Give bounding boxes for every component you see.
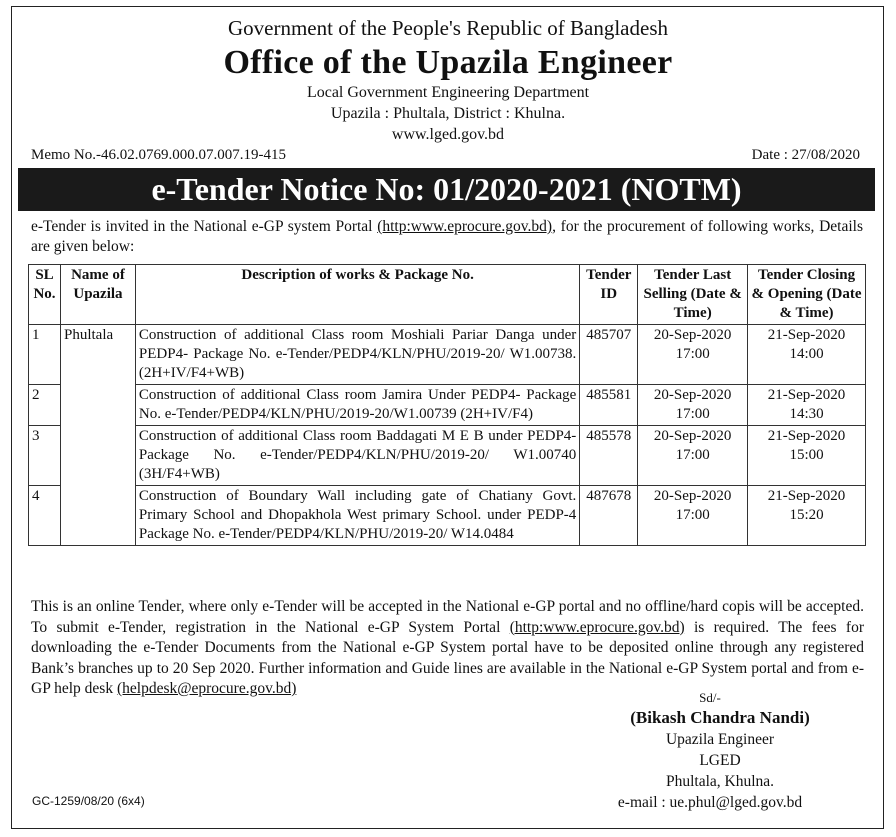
closing-date: 21-Sep-2020 [767, 488, 846, 504]
header-closing: Tender Closing & Opening (Date & Time) [748, 265, 866, 325]
row-sl: 3 [29, 426, 61, 486]
closing-time: 14:00 [789, 346, 824, 362]
last-selling-date: 20-Sep-2020 [653, 387, 732, 403]
row-description: Construction of Boundary Wall including gate of Chatiany Govt. Primary School and Dhopakhola West primary School. under PEDP-4 Package No. e-Tender/PEDP4/KLN/PHU/2019-20/ W14.0484 [135, 486, 579, 546]
government-heading: Government of the People's Republic of Bangladesh [227, 16, 668, 40]
last-selling-date: 20-Sep-2020 [653, 428, 732, 444]
signatory-title: Upazila Engineer [665, 731, 774, 748]
header-upazila: Name of Upazila [60, 265, 135, 325]
row-description: Construction of additional Class room Jamira Under PEDP4- Package No. e-Tender/PEDP4/KLN/PHU/2019-20/W1.00739 (2H+IV/F4) [135, 385, 579, 426]
department-name: Local Government Engineering Department [306, 84, 590, 101]
memo-number: Memo No.-46.02.0769.000.07.007.19-415 [31, 147, 286, 163]
last-selling-time: 17:00 [675, 406, 710, 422]
gc-code: GC-1259/08/20 (6x4) [32, 794, 145, 808]
intro-text: e-Tender is invited in the National e-GP system Portal [31, 218, 378, 235]
table-row [29, 325, 866, 385]
table-row [29, 486, 866, 546]
closing-date: 21-Sep-2020 [767, 387, 846, 403]
table-row [29, 385, 866, 426]
terms-text-continued: is required. The fees for downloading the e-Tender Documents from the National e-GP System portal have to be deposited online through any registered Bank’s branches up to 20 Sep 2020. Further information and Guide lines are available in the National e-GP System portal and from e-GP help desk [31, 618, 865, 697]
row-last-selling [638, 325, 748, 385]
header-last-selling: Tender Last Selling (Date & Time) [638, 265, 748, 325]
intro-paragraph [31, 217, 863, 257]
signatory-name: (Bikash Chandra Nandi) [630, 708, 810, 727]
row-upazila: Phultala [60, 325, 135, 546]
header-sl: SL No. [29, 265, 61, 325]
row-sl: 1 [29, 325, 61, 385]
table-header-row [29, 265, 866, 325]
row-closing [748, 325, 866, 385]
header-description: Description of works & Package No. [135, 265, 579, 325]
office-location: Upazila : Phultala, District : Khulna. [330, 105, 566, 122]
signature-mark: Sd/- [699, 690, 721, 705]
row-sl: 4 [29, 486, 61, 546]
tender-table [28, 264, 866, 546]
closing-time: 14:30 [789, 406, 824, 422]
signatory-email[interactable]: e-mail : ue.phul@lged.gov.bd [617, 794, 803, 811]
signatory-organization: LGED [699, 752, 741, 769]
last-selling-time: 17:00 [675, 346, 710, 362]
office-website[interactable]: www.lged.gov.bd [391, 126, 505, 143]
signatory-place: Phultala, Khulna. [665, 773, 775, 790]
last-selling-date: 20-Sep-2020 [653, 327, 732, 343]
row-tender-id: 485707 [580, 325, 638, 385]
closing-time: 15:20 [789, 507, 824, 523]
office-title: Office of the Upazila Engineer [223, 44, 673, 81]
table-row [29, 426, 866, 486]
terms-paragraph [31, 597, 864, 700]
last-selling-date: 20-Sep-2020 [653, 488, 732, 504]
closing-date: 21-Sep-2020 [767, 428, 846, 444]
row-tender-id: 487678 [580, 486, 638, 546]
intro-text-end: , for the procurement of following works, Details are given below: [31, 218, 863, 255]
helpdesk-email-link[interactable]: (helpdesk@eprocure.gov.bd) [116, 680, 297, 697]
closing-date: 21-Sep-2020 [767, 327, 846, 343]
eprocure-link[interactable]: (http:www.eprocure.gov.bd) [377, 218, 553, 235]
row-tender-id: 485581 [580, 385, 638, 426]
row-last-selling [638, 486, 748, 546]
last-selling-time: 17:00 [675, 447, 710, 463]
eprocure-portal-link[interactable]: (http:www.eprocure.gov.bd) [509, 618, 685, 636]
row-description: Construction of additional Class room Moshiali Pariar Danga under PEDP4- Package No. e-Tender/PEDP4/KLN/PHU/2019-20/ W1.00738. (2H+IV/F4+WB) [135, 325, 579, 385]
header-tender-id: Tender ID [580, 265, 638, 325]
row-closing [748, 486, 866, 546]
row-closing [748, 426, 866, 486]
row-closing [748, 385, 866, 426]
row-last-selling [638, 385, 748, 426]
row-tender-id: 485578 [580, 426, 638, 486]
row-sl: 2 [29, 385, 61, 426]
notice-date: Date : 27/08/2020 [751, 147, 860, 163]
last-selling-time: 17:00 [675, 507, 710, 523]
row-last-selling [638, 426, 748, 486]
terms-text: This is an online Tender, where only e-Tender will be accepted in the National e-GP portal and no offline/hard copis will be accepted. To submit e-Tender, registration in the National e-GP System Portal [31, 598, 864, 636]
row-description: Construction of additional Class room Baddagati M E B under PEDP4- Package No. e-Tender/PEDP4/KLN/PHU/2019-20/ W1.00740 (3H/F4+WB) [135, 426, 579, 486]
notice-banner: e-Tender Notice No: 01/2020-2021 (NOTM) [18, 168, 875, 211]
closing-time: 15:00 [789, 447, 824, 463]
